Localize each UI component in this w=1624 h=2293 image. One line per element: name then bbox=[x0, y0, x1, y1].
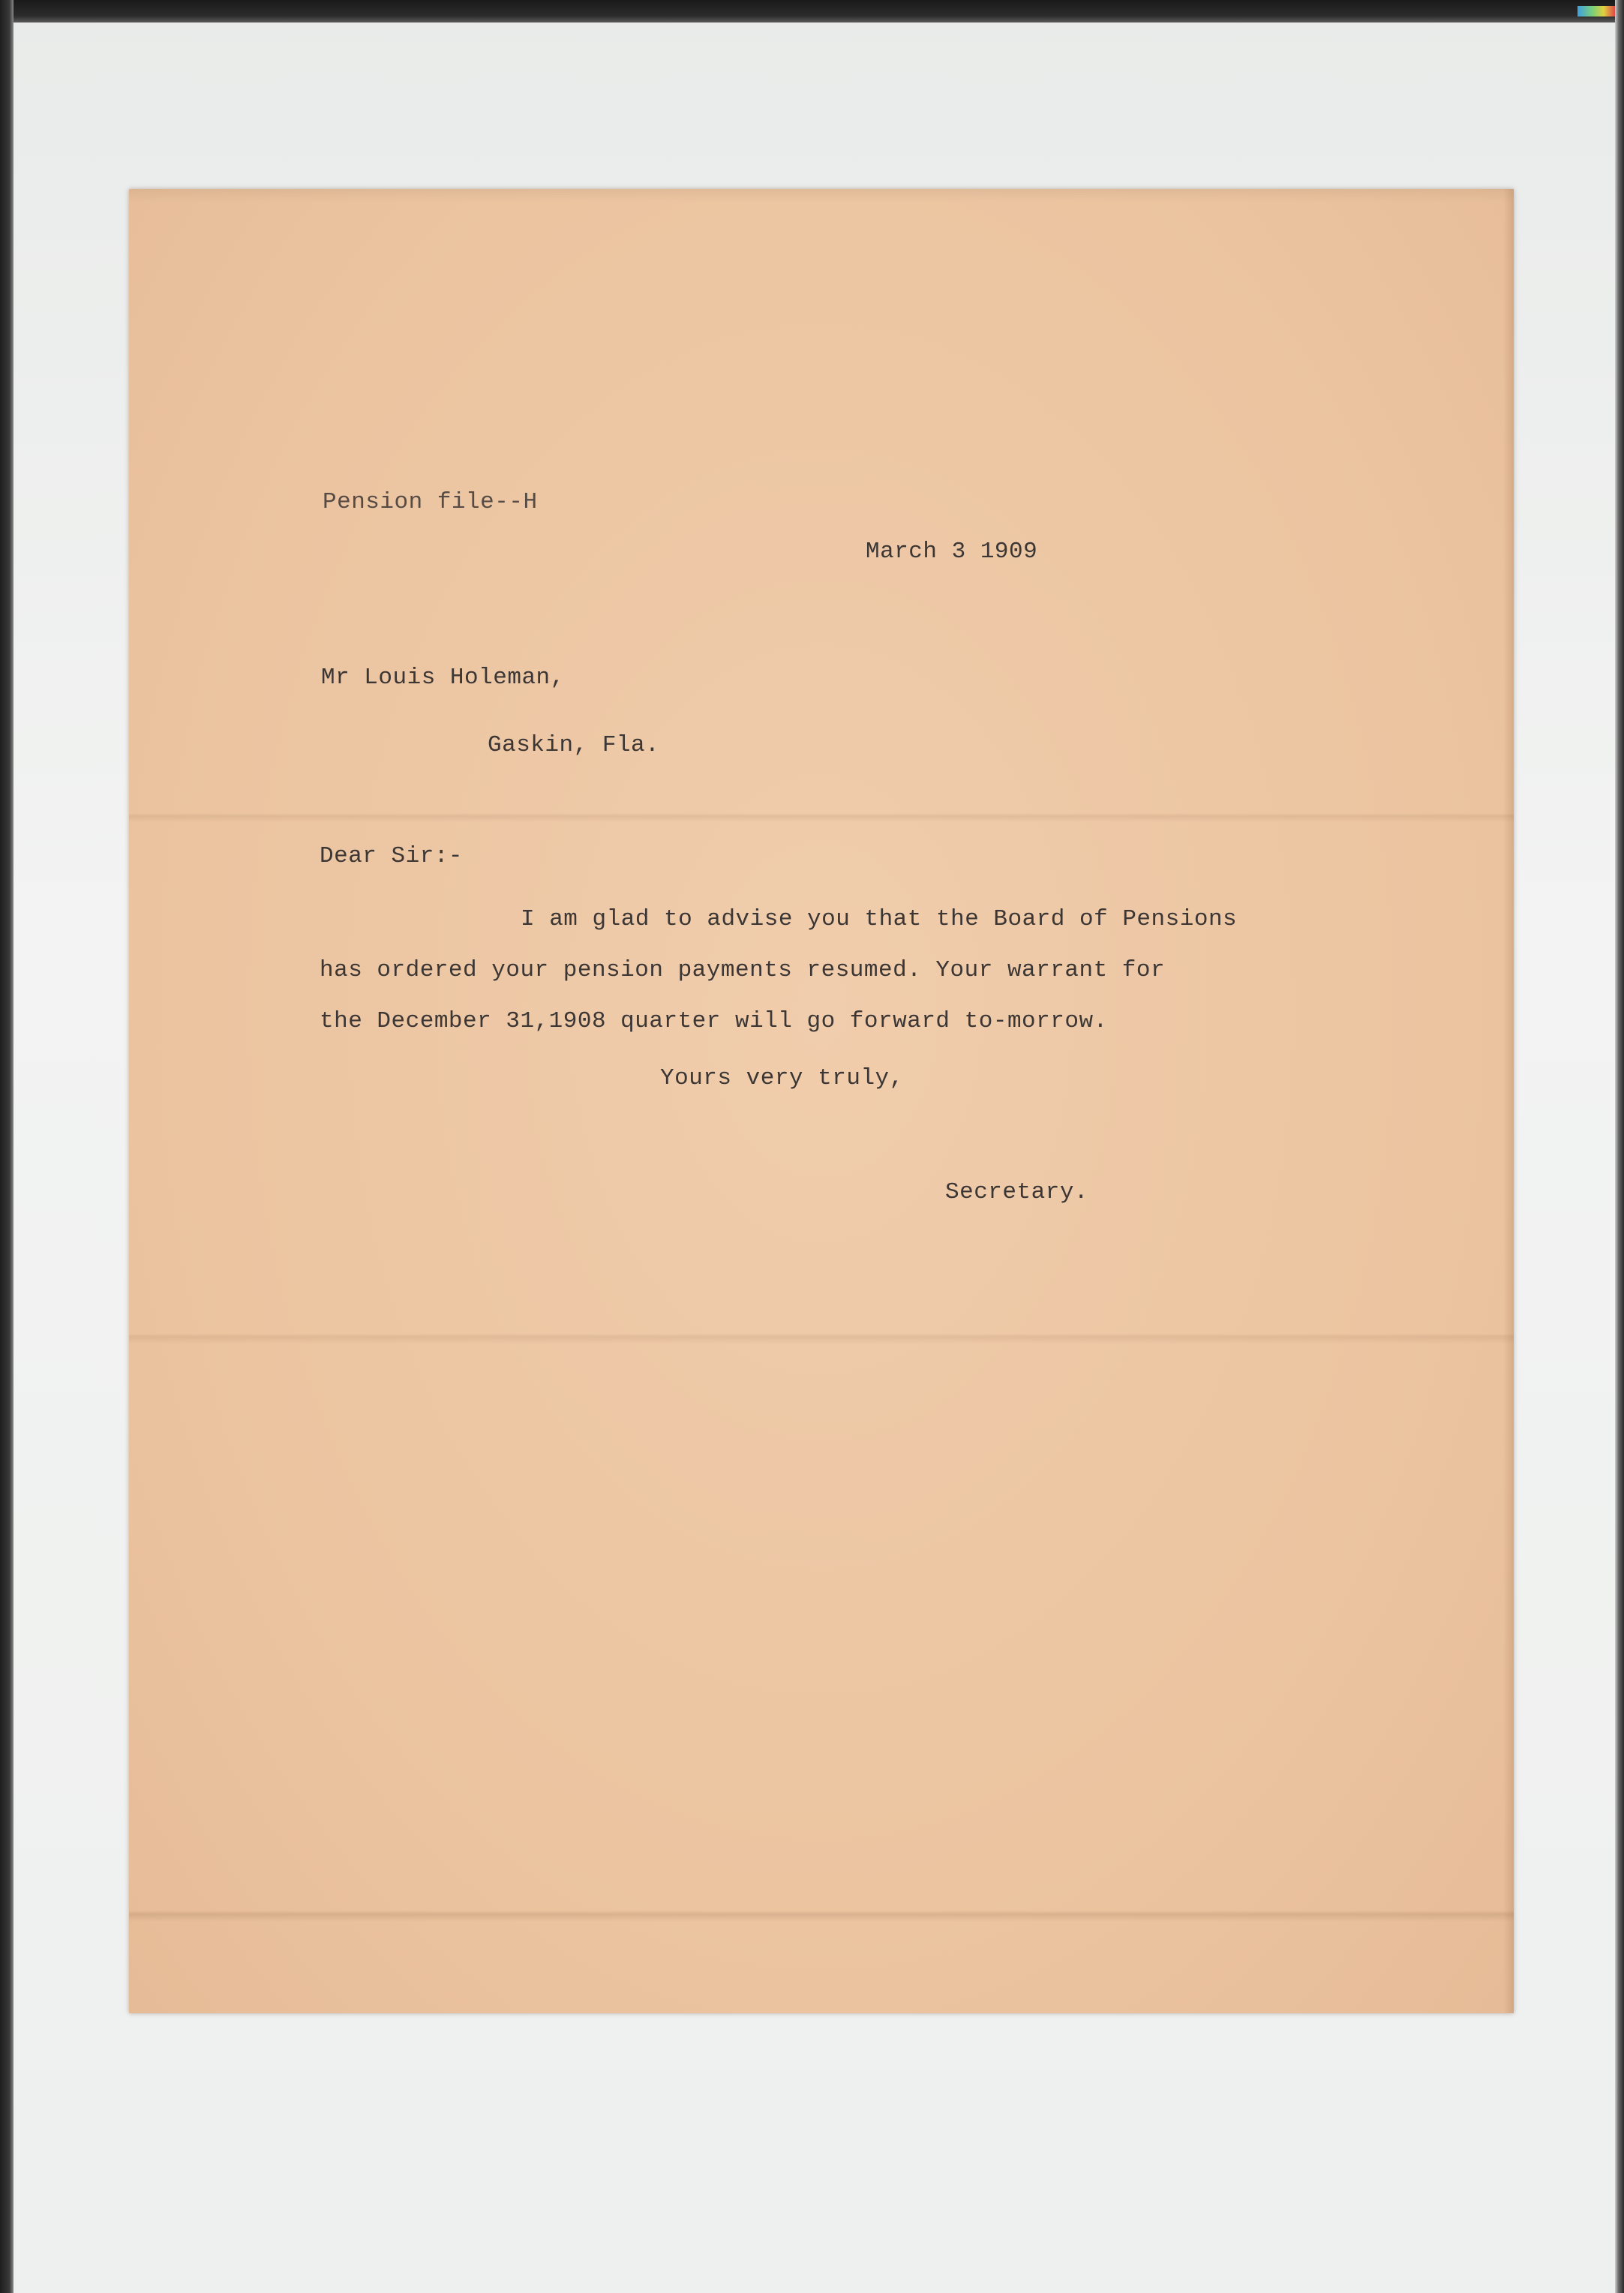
body-line-3: the December 31,1908 quarter will go forward to-morrow. bbox=[320, 1008, 1108, 1034]
scanner-left-edge bbox=[0, 0, 14, 2293]
scanner-top-edge bbox=[0, 0, 1624, 23]
letter-sheet bbox=[129, 189, 1514, 2013]
closing: Yours very truly, bbox=[660, 1065, 904, 1091]
scanner-right-edge bbox=[1615, 0, 1624, 2293]
recipient-address: Gaskin, Fla. bbox=[488, 732, 660, 758]
signature-title: Secretary. bbox=[945, 1179, 1089, 1205]
color-calibration-strip bbox=[1577, 6, 1615, 17]
salutation: Dear Sir:- bbox=[320, 843, 464, 869]
body-line-2: has ordered your pension payments resumed. Your warrant for bbox=[320, 957, 1166, 983]
sheet-edge-shadow bbox=[1503, 189, 1514, 2013]
letter-date: March 3 1909 bbox=[866, 539, 1038, 565]
recipient-name: Mr Louis Holeman, bbox=[321, 665, 565, 691]
body-line-1: I am glad to advise you that the Board of Pensions bbox=[521, 906, 1238, 932]
file-reference: Pension file--H bbox=[323, 489, 538, 515]
